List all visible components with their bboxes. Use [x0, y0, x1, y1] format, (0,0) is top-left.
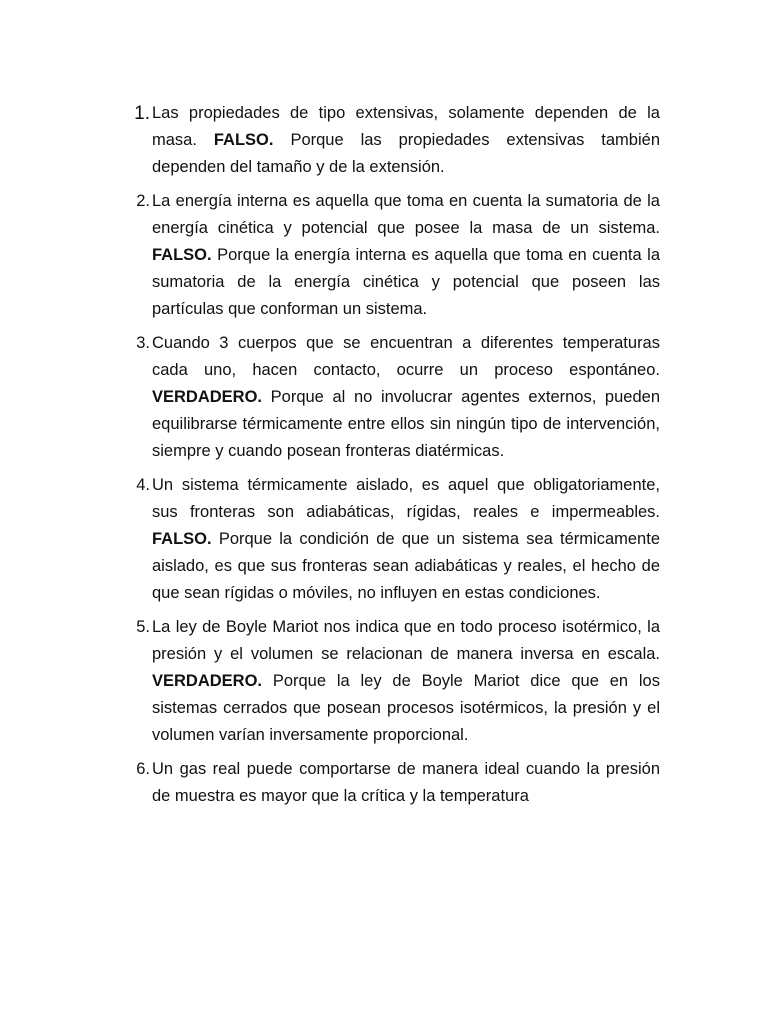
item-number: 1. [134, 103, 150, 124]
list-item [0, 614, 768, 750]
item-verdict: VERDADERO. [152, 672, 263, 691]
list-item [0, 756, 768, 810]
item-text [152, 756, 660, 810]
item-statement: La energía interna es aquella que toma en cuenta la sumatoria de la energía cinética y potencial que posee la masa de un sistema. [152, 191, 660, 237]
item-number: 5. [136, 617, 150, 636]
true-false-list [0, 100, 768, 816]
item-number: 4. [136, 475, 150, 494]
list-item [0, 472, 768, 608]
item-text [152, 330, 660, 466]
item-explanation: Porque al no involucrar agentes externos, pueden equilibrarse térmicamente entre ellos sin ningún tipo de intervención, siempre y cuando posean fronteras diatérmicas. [152, 388, 660, 461]
item-statement: Las propiedades de tipo extensivas, solamente dependen de la masa. [152, 104, 660, 150]
list-item [0, 330, 768, 466]
item-explanation: Porque las propiedades extensivas también dependen del tamaño y de la extensión. [152, 131, 660, 177]
item-text [152, 188, 660, 324]
item-number: 6. [136, 759, 150, 778]
item-explanation: Porque la condición de que un sistema sea térmicamente aislado, es que sus fronteras sean adiabáticas y reales, el hecho de que sean rígidas o móviles, no influyen en estas condiciones. [152, 530, 660, 603]
item-statement: La ley de Boyle Mariot nos indica que en todo proceso isotérmico, la presión y el volumen se relacionan de manera inversa en escala. [152, 617, 660, 663]
item-verdict: VERDADERO. [152, 388, 263, 407]
list-item [0, 100, 768, 182]
item-verdict: FALSO. [213, 131, 274, 150]
item-statement: Un gas real puede comportarse de manera ideal cuando la presión de muestra es mayor que la crítica y la temperatura [152, 759, 660, 805]
item-statement: Cuando 3 cuerpos que se encuentran a diferentes temperaturas cada uno, hacen contacto, ocurre un proceso espontáneo. [152, 333, 660, 379]
item-text [152, 614, 660, 750]
item-statement: Un sistema térmicamente aislado, es aquel que obligatoriamente, sus fronteras son adiabáticas, rígidas, reales e impermeables. [152, 475, 660, 521]
item-explanation: Porque la ley de Boyle Mariot dice que en los sistemas cerrados que posean procesos isotérmicos, la presión y el volumen varían inversamente proporcional. [152, 672, 660, 745]
list-item [0, 188, 768, 324]
item-number: 3. [136, 333, 150, 352]
item-explanation: Porque la energía interna es aquella que toma en cuenta la sumatoria de la energía cinética y potencial que poseen las partículas que conforman un sistema. [152, 246, 661, 319]
item-number: 2. [136, 191, 150, 210]
item-text [152, 100, 660, 182]
item-verdict: FALSO. [152, 246, 212, 265]
item-text [152, 472, 660, 608]
item-verdict: FALSO. [152, 530, 212, 549]
